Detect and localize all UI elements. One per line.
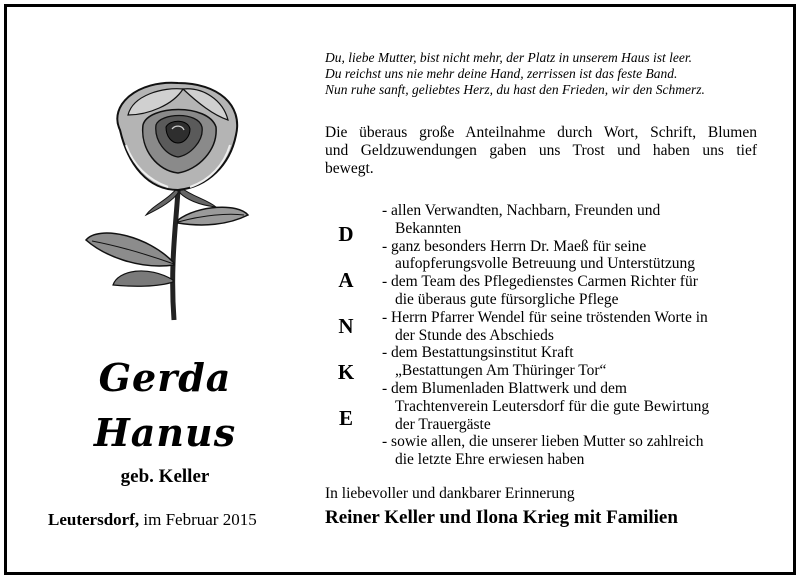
poem-line: Du, liebe Mutter, bist nicht mehr, der Platz in unserem Haus ist leer. xyxy=(325,50,692,65)
place-date xyxy=(48,510,257,530)
family-signature: Reiner Keller und Ilona Krieg mit Familien xyxy=(325,507,678,528)
thanks-intro xyxy=(325,124,757,178)
deceased-first-name: Gerda xyxy=(98,355,232,400)
danke-letter: N xyxy=(338,314,354,338)
list-item: - dem Blumenladen Blattwerk und dem Trachtenverein Leutersdorf für die gute Bewirtung der Trauergäste xyxy=(382,379,710,433)
thanks-list xyxy=(382,202,772,469)
memory-line: In liebevoller und dankbarer Erinnerung xyxy=(325,485,575,502)
poem xyxy=(325,50,705,98)
danke-letter: A xyxy=(338,268,354,292)
list-item: - dem Bestattungsinstitut Kraft „Bestattungen Am Thüringer Tor“ xyxy=(382,344,607,380)
maiden-name: geb. Keller xyxy=(120,466,210,487)
date: im Februar 2015 xyxy=(139,510,257,529)
thanks-intro-line: bewegt. xyxy=(325,160,374,177)
rose-illustration xyxy=(78,75,268,325)
list-item: - allen Verwandten, Nachbarn, Freunden und Bekannten xyxy=(382,202,661,237)
deceased-last-name: Hanus xyxy=(93,410,237,455)
poem-line: Nun ruhe sanft, geliebtes Herz, du hast den Frieden, wir den Schmerz. xyxy=(325,82,705,97)
thanks-intro-line: Die überaus große Anteilnahme durch Wort, Schrift, Blumen xyxy=(325,124,757,141)
list-item: - ganz besonders Herrn Dr. Maeß für seine aufopferungsvolle Betreuung und Unterstützung xyxy=(382,237,696,273)
danke-letter: K xyxy=(337,360,355,384)
thanks-intro-line: und Geldzuwendungen gaben uns Trost und haben uns tief xyxy=(325,142,757,159)
list-item: - dem Team des Pflegedienstes Carmen Richter für die überaus gute fürsorgliche Pflege xyxy=(382,273,698,308)
town: Leutersdorf, xyxy=(48,510,140,529)
list-item: - sowie allen, die unserer lieben Mutter so zahlreich die letzte Ehre erwiesen haben xyxy=(382,433,704,469)
danke-letter: D xyxy=(338,222,354,246)
poem-line: Du reichst uns nie mehr deine Hand, zerrissen ist das feste Band. xyxy=(325,66,678,81)
list-item: - Herrn Pfarrer Wendel für seine tröstenden Worte in der Stunde des Abschieds xyxy=(382,308,708,344)
danke-letter: E xyxy=(338,406,353,430)
